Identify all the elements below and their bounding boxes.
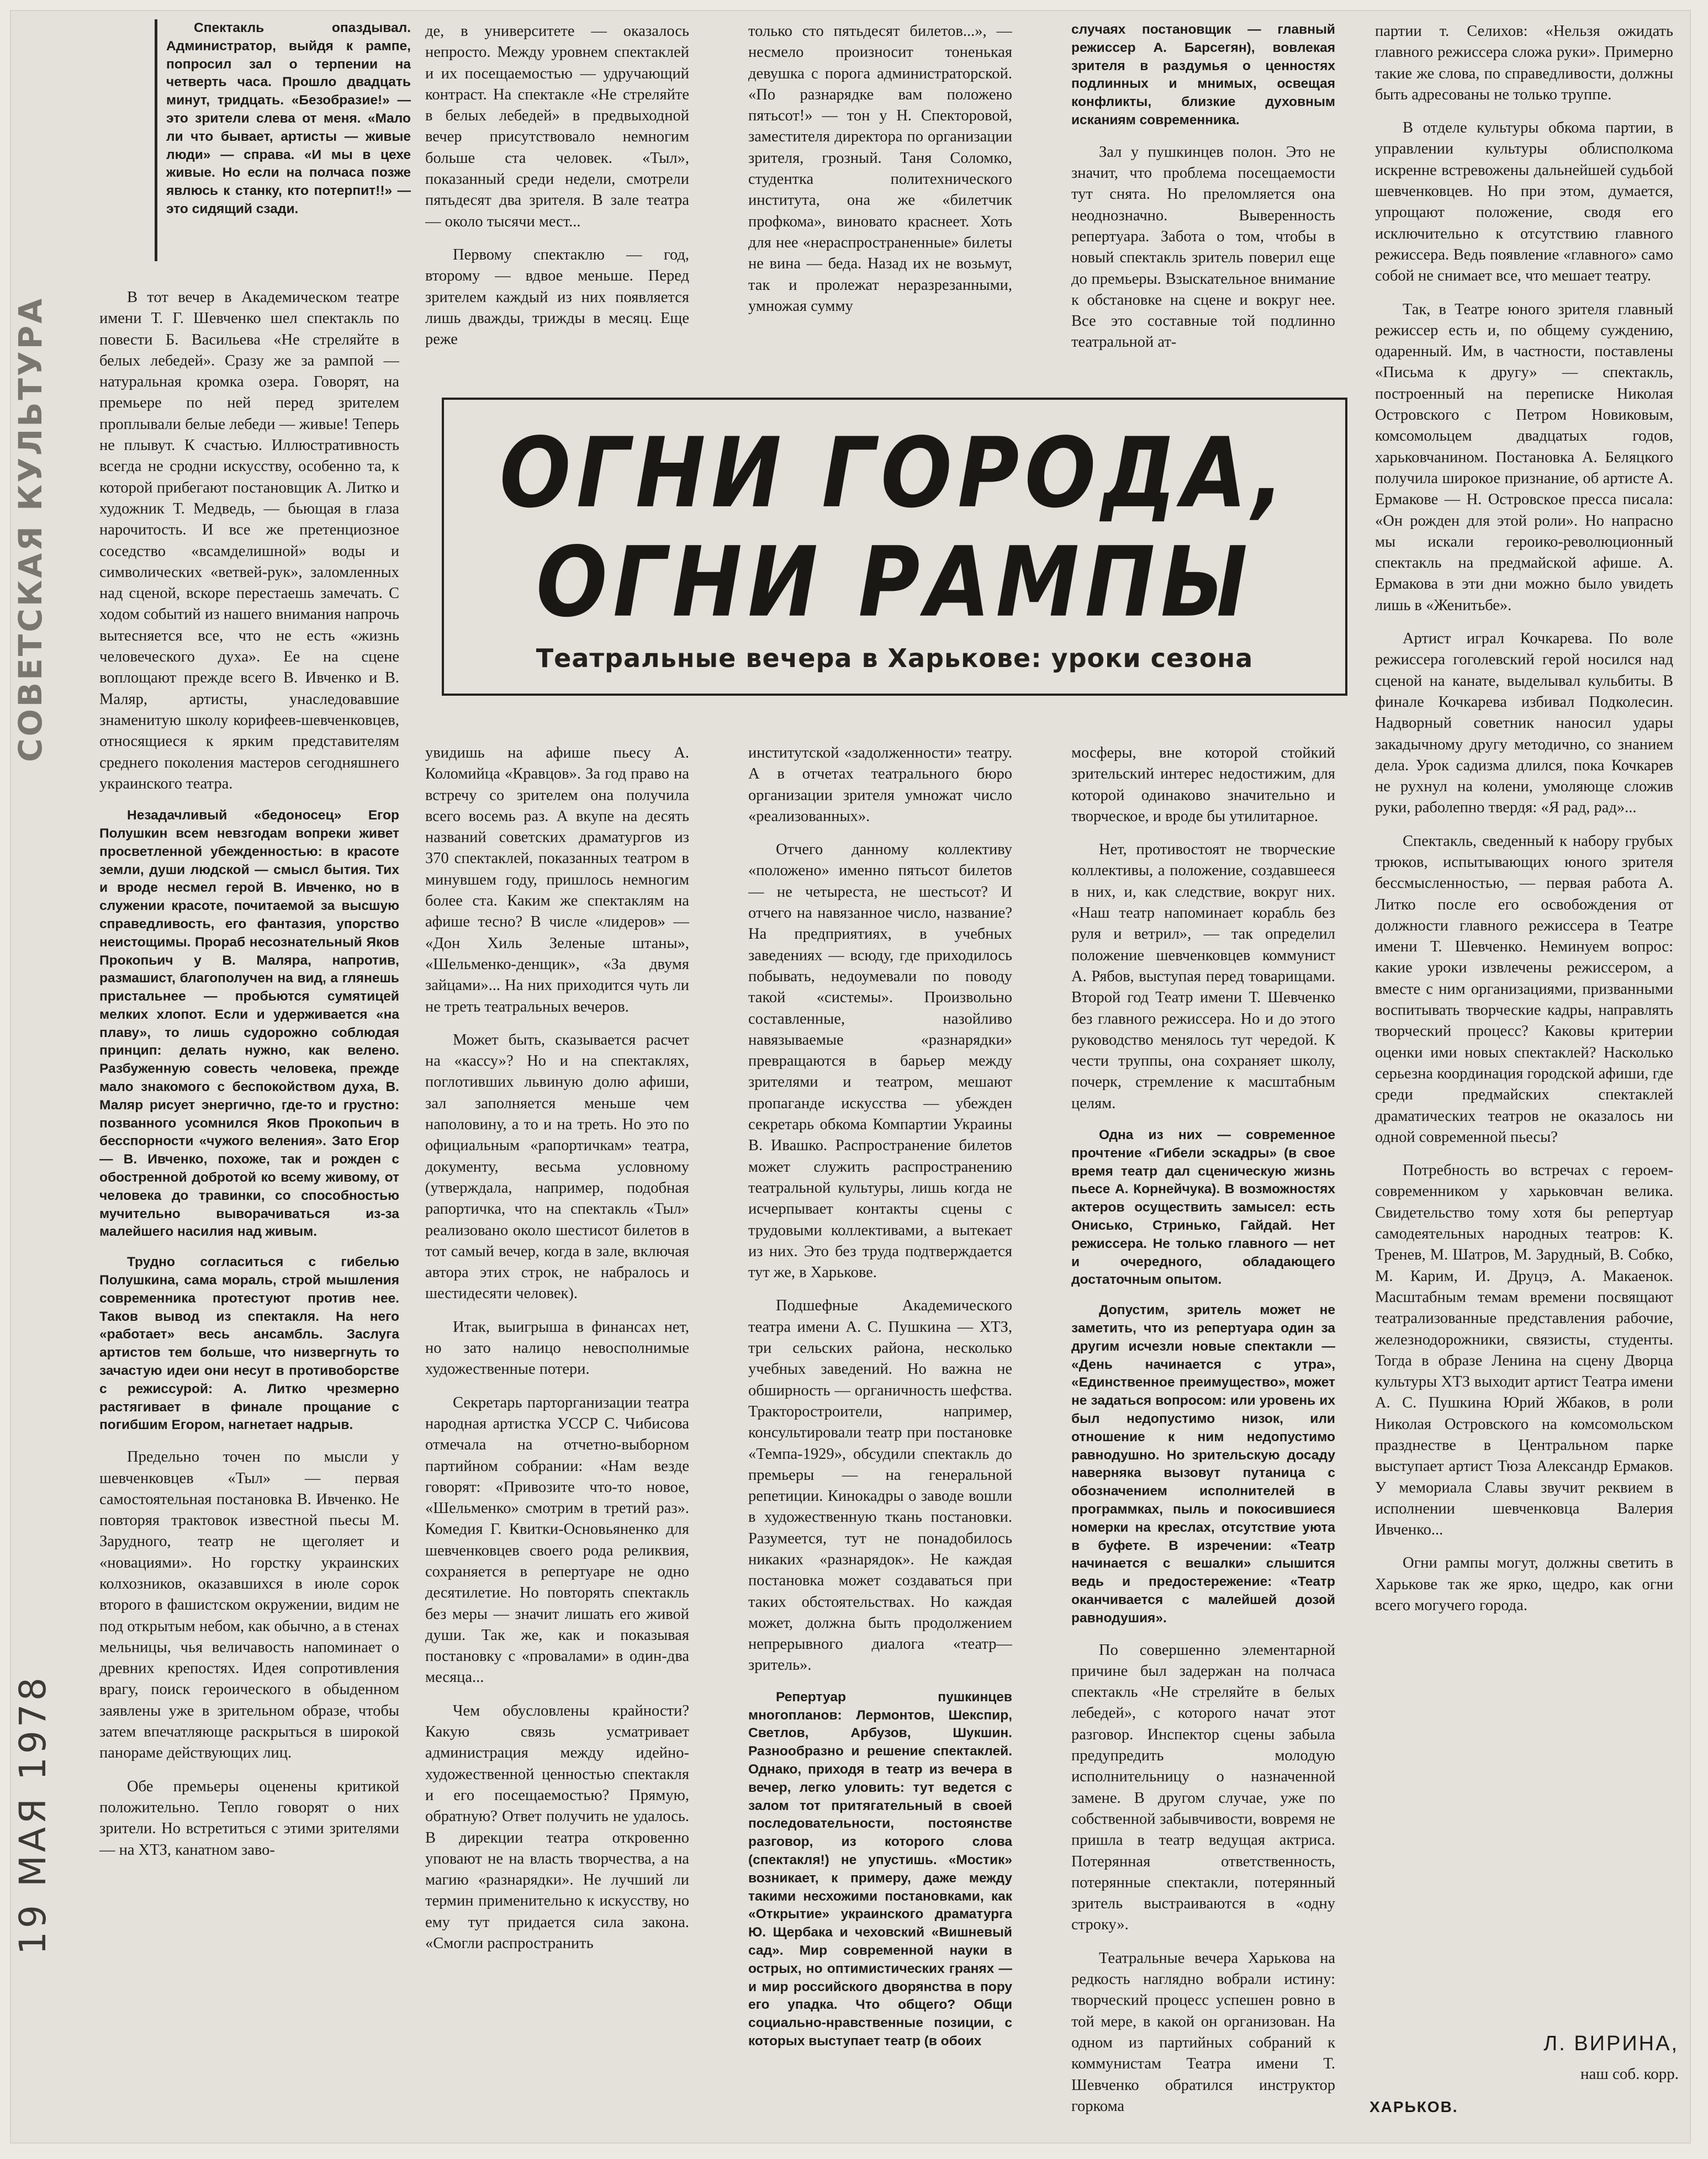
paragraph: Может быть, сказывается расчет на «кассу»? Но и на спектаклях, поглотивших львиную долю афиши, зал заполняется меньше чем наполовину, а то и на треть. Но это по официальным «рапортичкам» театра, документу, весьма условному (утверждала, например, подобная рапортичка, что на спектакль «Тыл» реализовано около шестисот билетов в тот самый вечер, когда в зале, включая автора этих строк, не набралось и шестидесяти человек). [425, 1031, 689, 1303]
paragraph: В отделе культуры обкома партии, в управлении культуры облисполкома искренне встревожены дальнейшей судьбой шевченковцев. Но при этом, думается, упрощают положение, сводя его исключительно к отсутствию главного режиссера. Ведь появление «главного» само собой не снимает все, что мешает театру. [1375, 119, 1673, 285]
paragraph: Зал у пушкинцев полон. Это не значит, что проблема посещаемости тут снята. Но преломляется она неоднозначно. Выверенность репертуара. Забота о том, чтобы в новый спектакль зритель поверил еще до премьеры. Взыскательное внимание к обстановке на сцене и вокруг нее. Все это составные той подлинно театральной ат- [1071, 143, 1335, 351]
paragraph: Чем обусловлены крайности? Какую связь усматривает администрация между идейно-художественной ценностью спектакля и его посещаемостью? Прямую, обратную? Ответ получить не удалось. В дирекции театра откровенно уповают не на власть творчества, а на магию «разнарядки». Не лучший ли термин применительно к искусству, но ему тут придается сила закона. «Смогли распространить [425, 1702, 689, 1952]
bold-paragraph: Допустим, зритель может не заметить, что из репертуара один за другим исчезли новые спектакли — «День начинается с утра», «Единственное преимущество», может не задаться вопросом: или уровень их был недопустимо низок, или отношение к ним недопустимо равнодушно. Но зрительскую досаду наверняка вызовут путаница с обозначением исполнителей в программках, пыль и покосившиеся номерки на креслах, отсутствие уюта в буфете. В изречении: «Театр начинается с вешалки» слышится ведь и предостережение: «Театр оканчивается с малейшей дозой равнодушия». [1071, 1303, 1335, 1626]
paragraph: Так, в Театре юного зрителя главный режиссер есть и, по общему суждению, одаренный. Им, в частности, поставлены «Письма к другу» — спектакль, построенный на переписке Николая Островского с Петром Новиковым, комсомольцем двадцатых годов, харьковчанином. Постановка А. Беляцкого получила широкое признание, об артисте А. Ермакове — Н. Островское пресса писала: «Он рожден для этой роли». Но напрасно мы искали героико-революционный спектакль на предмайской афише. А. Ермакова в эти дни можно было увидеть лишь в «Женитьбе». [1375, 300, 1673, 614]
headline [444, 416, 1345, 639]
article-column-1 [99, 287, 399, 2131]
bold-paragraph: случаях постановщик — главный режиссер А. Барсегян), вовлекая зрителя в раздумья о ценностях подлинных и мнимых, освещая конфликты, близкие духовным исканиям современника. [1071, 22, 1335, 128]
article-column-4-top [1071, 21, 1335, 380]
author-signature: Л. ВИРИНА, [1543, 2032, 1679, 2055]
paragraph: Предельно точен по мысли у шевченковцев «Тыл» — первая самостоятельная постановка В. Ивченко. Не повторяя трактовок известной пьесы М. Зарудного, театр не щеголяет и «новациями». Но горстку украинских колхозников, оказавшихся в июле сорок второго в фашистском окружении, видим не под открытым небом, как обычно, а в стенах мельницы, чья величавость напоминает о древних крепостях. Идея сопротивления врагу, поиск героического в обыденном заявлены уже в зрительном образе, чтобы затем впечатляюще раскрыться в широкой панораме действующих лиц. [99, 1448, 399, 1762]
article-column-5 [1375, 21, 1673, 2020]
article-column-2-bottom [425, 743, 689, 2134]
paragraph: институтской «задолженности» театру. А в отчетах театрального бюро организации зрителя умножат число «реализованных». [748, 744, 1012, 825]
article-column-3-top [748, 21, 1012, 380]
bold-paragraph: Незадачливый «бедоносец» Егор Полушкин всем невзгодам вопреки живет просветленной убежденностью: в красоте земли, души людской — смысл бытия. Тих и вроде несмел герой В. Ивченко, но в служении красоте, почитаемой за высшую справедливость, его фантазия, упорство неистощимы. Прораб несознательный Яков Прокопьич у В. Маляра, напротив, размашист, благополучен на вид, а глянешь пристальнее — пробьются сумятицей мелких хлопот. Если и удерживается «на плаву», то лишь судорожно соблюдая принцип: делать нужно, как велено. Разбуженную совесть человека, прежде мало знакомого с беспокойством духа, В. Маляр рисует энергично, где-то и грустно: позванного усомнился Яков Прокопьич в бесспорности «чужого веления». Зато Егор — В. Ивченко, похоже, так и рожден с обостренной добротой ко всему живому, от человека до травинки, со способностью мучительно выворачиваться из-за малейшего насилия над живым. [99, 808, 399, 1240]
paragraph: Огни рампы могут, должны светить в Харькове так же ярко, щедро, как огни всего могучего города. [1375, 1554, 1673, 1615]
paragraph: Подшефные Академического театра имени А. С. Пушкина — ХТЗ, три сельских района, несколько учебных заведений. Но важна не обширность — органичность шефства. Тракторостроители, например, консультировали театр при постановке «Темпа-1929», обсудили спектакль до премьеры — на генеральной репетиции. Кинокадры о заводе вошли в художественную ткань постановки. Разумеется, тут не понадобилось никаких «разнарядок». Не каждая постановка может создаваться при таких обстоятельствах. Но каждая может, должна быть продолжением непрерывного диалога «театр—зритель». [748, 1297, 1012, 1674]
article-column-4-bottom [1071, 743, 1335, 2134]
paragraph: Обе премьеры оценены критикой положительно. Тепло говорят о них зрители. Но встретиться с этими зрителями — на ХТЗ, канатном заво- [99, 1777, 399, 1859]
paragraph: мосферы, вне которой стойкий зрительский интерес недостижим, для которой одинаково значительно и творческое, и вроде бы утилитарное. [1071, 744, 1335, 825]
masthead-newspaper-name: СОВЕТСКАЯ КУЛЬТУРА [12, 296, 49, 762]
bold-paragraph: Трудно согласиться с гибелью Полушкина, сама мораль, строй мышления современника протестуют против нее. Таков вывод из спектакля. На него «работает» весь ансамбль. Заслуга артистов тем больше, что низвергнуть то зачастую идеи они несут в противоборстве с режиссурой: А. Литко чрезмерно растягивает в финале прощание с погибшим Егором, нагнетает надрыв. [99, 1255, 399, 1433]
masthead-date: 19 МАЯ 1978 [12, 1674, 54, 1955]
dateline-city: ХАРЬКОВ. [1369, 2098, 1458, 2115]
bold-paragraph: Репертуар пушкинцев многопланов: Лермонтов, Шекспир, Светлов, Арбузов, Шукшин. Разнообразно и решение спектаклей. Однако, приходя в театр из вечера в вечер, легко уловить: тут ведется с залом тот притягательный в своей последовательности, постоянстве разговор, из которого слова (спектакля!) не упустишь. «Мостик» возникает, к примеру, даже между такими несхожими постановками, как «Открытие» украинского драматурга Ю. Щербака и чеховский «Вишневый сад». Мир современной науки в острых, но оптимистических гранях — и мир российского дворянства в пору его упадка. Что общего? Общи социально-нравственные позиции, с которых выступает театр (в обоих [748, 1689, 1012, 2049]
paragraph: де, в университете — оказалось непросто. Между уровнем спектаклей и их посещаемостью — удручающий контраст. На спектакле «Не стреляйте в белых лебедей» в предвыходной вечер присутствовало немногим больше ста человек. «Тыл», показанный среди недели, смотрели пятьдесят два зрителя. В зале театра — около тысячи мест... [425, 23, 689, 230]
headline-line-1: ОГНИ ГОРОДА, [499, 416, 1290, 530]
paragraph: Итак, выигрыша в финансах нет, но зато налицо невосполнимые художественные потери. [425, 1318, 689, 1378]
paragraph: Секретарь парторганизации театра народная артистка УССР С. Чибисова отмечала на отчетно-выборном партийном собрании: «Нам везде говорят: «Привозите что-то новое, «Шельменко» смотрим в третий раз». Комедия Г. Квитки-Основьяненко для шевченковцев своего рода реликвия, сохраняется в репертуаре не одно десятилетие. Но повторять спектакль без меры — значит лишать его живой души. Так же, как и показывая постановку с «провалами» в один-два месяца... [425, 1394, 689, 1686]
paragraph: Артист играл Кочкарева. По воле режиссера гоголевский герой носился над сценой на канате, выделывал кульбиты. В финале Кочкарева избивал Подколесин. Надворный советник наносил удары закадычному другу методично, со знанием дела. Урок садизма длился, пока Кочкарев не рухнул на колени, умоляюще сложив руки, раболепно твердя: «Я рад, рад»... [1375, 630, 1673, 817]
bold-paragraph: Одна из них — современное прочтение «Гибели эскадры» (в свое время театр дал сценическую жизнь пьесе А. Корнейчука). В возможностях актеров осуществить замысел: есть Онисько, Стринько, Гайдай. Нет режиссера. Не только главного — нет и очередного, обладающего достаточным опытом. [1071, 1128, 1335, 1288]
author-position: наш соб. корр. [1580, 2065, 1679, 2083]
paragraph: только сто пятьдесят билетов...», — несмело произносит тоненькая девушка с порога администраторской. «По разнарядке вам положено пятьсот!» — тон у Н. Спекторовой, заместителя директора по организации зрителя, грозный. Таня Соломко, студентка политехнического института, она же «билетчик профкома», виновато краснеет. Хоть для нее «нераспространенные» билеты не вина — беда. Назад их не возьмут, так и пролежат неразрезанными, умножая сумму [748, 23, 1012, 315]
paragraph: Спектакль, сведенный к набору грубых трюков, испытывающих юного зрителя бессмысленностью, — первая работа А. Литко после его освобождения от должности главного режиссера в Театре имени Т. Шевченко. Неминуем вопрос: какие уроки извлечены режиссером, а вместе с ним организациями, призванными воспитывать творческие кадры, направлять творческий процесс? Каковы критерии оценки ими новых спектаклей? Насколько серьезна координация городской афиши, где среди предмайских спектаклей драматических театров не оказалось ни одной современной пьесы? [1375, 832, 1673, 1146]
paragraph: Первому спектаклю — год, второму — вдвое меньше. Перед зрителем каждый из них появляется лишь дважды, трижды в месяц. Еще реже [425, 246, 689, 348]
article-column-3-bottom [748, 743, 1012, 2134]
intro-paragraph [155, 19, 411, 261]
paragraph: Потребность во встречах с героем-современником у харьковчан велика. Свидетельство тому хотя бы репертуар самодеятельных народных театров: К. Тренев, М. Шатров, М. Зарудный, В. Собко, М. Карим, И. Друцэ, А. Макаенок. Масштабным темам времени посвящают театрализованные представления рабочие, железнодорожники, связисты, студенты. Тогда в образе Ленина на сцену Дворца культуры ХТЗ выходит артист Театра имени А. С. Пушкина Юрий Жбаков, в роли Николая Островского на комсомольском празднестве в Центральном парке выступает артист Тюза Александр Ермаков. У мемориала Славы звучит реквием в исполнении шевченковца Валерия Ивченко... [1375, 1162, 1673, 1539]
paragraph: Театральные вечера Харькова на редкость наглядно вобрали истину: творческий процесс успешен ровно в той мере, в какой он организован. На одном из партийных собраний к коммунистам Театра имени Т. Шевченко обратился инструктор горкома [1071, 1949, 1335, 2115]
paragraph: партии т. Селихов: «Нельзя ожидать главного режиссера сложа руки». Примерно такие же слова, по справедливости, должны быть адресованы не только труппе. [1375, 23, 1673, 103]
paragraph: увидишь на афише пьесу А. Коломийца «Кравцов». За год право на встречу со зрителем она получила всего восемь раз. А вкупе на десять названий советских драматургов из 370 спектаклей, показанных театром в минувшем году, пришлось немногим более ста. Каким же спектаклям на афише тесно? В числе «лидеров» — «Дон Хиль Зеленые штаны», «Шельменко-денщик», «За двумя зайцами»... На них приходится чуть ли не треть театральных вечеров. [425, 744, 689, 1015]
paragraph: Отчего данному коллективу «положено» именно пятьсот билетов — не четыреста, не шестьсот? И отчего на навязанное число, название? На предприятиях, в учебных заведениях — всюду, где приходилось побывать, недоумевали по поводу такой «системы». Произвольно составленные, назойливо навязываемые «разнарядки» превращаются в барьер между зрителями и театром, мешают пропаганде искусства — убежден секретарь обкома Компартии Украины В. Ивашко. Распространение билетов может служить распространению театральной культуры, лишь когда не исчерпывает контакты сцены с трудовыми коллективами, а вытекает из них. Это без труда подтверждается тут же, в Харькове. [748, 841, 1012, 1282]
intro-text: Спектакль опаздывал. Администратор, выйдя к рампе, попросил зал о терпении на четверть часа. Прошло двадцать минут, тридцать. «Безобразие!» — это зрители слева от меня. «Мало ли что бывает, артисты — живые люди» — справа. «И мы в цехе живые. Но если на полчаса позже явлюсь к станку, кто потерпит!!» — это сидящий сзади. [166, 20, 411, 216]
headline-box [442, 398, 1347, 696]
headline-line-2: ОГНИ РАМПЫ [536, 526, 1254, 639]
article-column-2-top [425, 21, 689, 380]
subheadline: Театральные вечера в Харькове: уроки сезона [536, 643, 1254, 673]
paragraph: Нет, противостоят не творческие коллективы, а положение, создавшееся в них, и, как следствие, вокруг них. «Наш театр напоминает корабль без руля и ветрил», — так определил положение шевченковцев коммунист А. Рябов, выступая перед товарищами. Второй год Театр имени Т. Шевченко без главного режиссера. Но и до этого руководство менялось тут чередой. К чести труппы, она сохраняет школу, почерк, стремление к масштабным целям. [1071, 841, 1335, 1112]
paragraph: По совершенно элементарной причине был задержан на полчаса спектакль «Не стреляйте в белых лебедей», с которого начат этот разговор. Инспектор сцены забыла предупредить молодую исполнительницу о назначенной замене. В другом случае, уже по собственной забывчивости, вовремя не пришла в театр ведущая актриса. Потерянная ответственность, потерянные спектакли, потерянный зритель выстраиваются в «одну строку». [1071, 1641, 1335, 1934]
paragraph: В тот вечер в Академическом театре имени Т. Г. Шевченко шел спектакль по повести Б. Васильева «Не стреляйте в белых лебедей». Сразу же за рампой — натуральная кромка озера. Говорят, на премьере по ней перед зрителем проплывали белые лебеди — живые! Теперь не плывут. К счастью. Иллюстративность всегда не сродни искусству, особенно та, к которой прибегают постановщик А. Литко и художник Т. Медведь, — бьющая в глаза нарочитость. И все же претенциозное соседство «всамделишной» воды и символических «ветвей-рук», заломленных над сценой, вскоре перестаешь замечать. С ходом событий из нашего внимания напрочь вытесняется все, что не есть «жизнь человеческого духа». Ее на сцене воплощают прежде всего В. Ивченко и В. Маляр, артисты, унаследовавшие знаменитую школу корифеев-шевченковцев, относящиеся к ярким представителям среднего поколения мастеров сегодняшнего украинского театра. [99, 289, 399, 792]
